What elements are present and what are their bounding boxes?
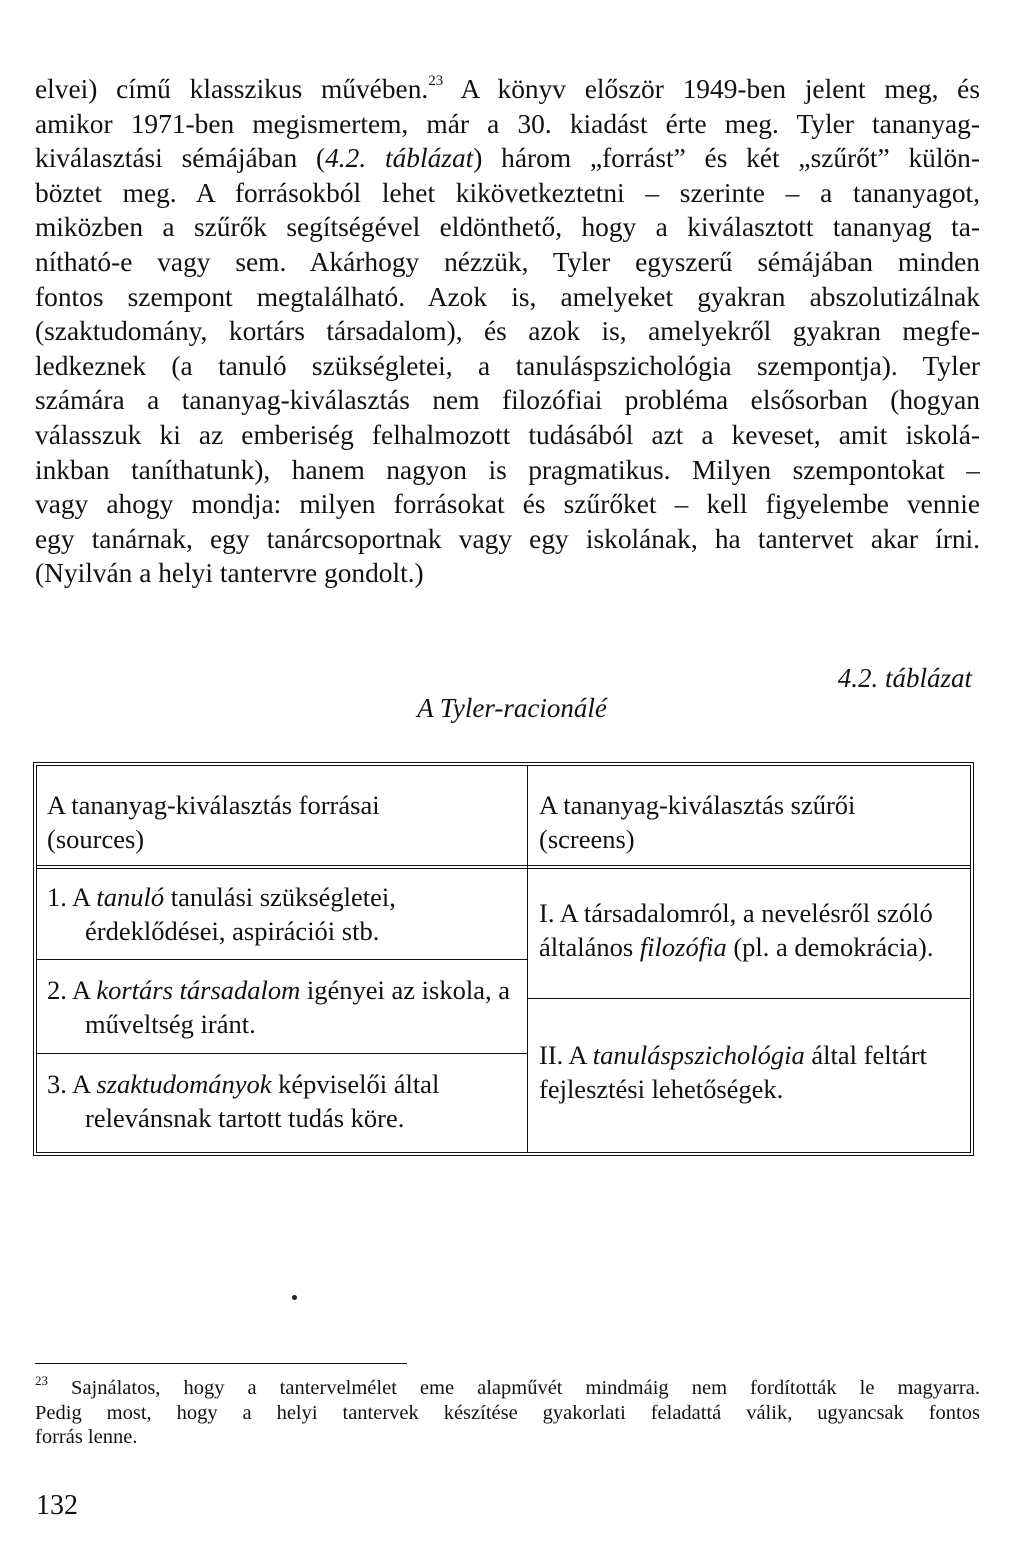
footnote bbox=[35, 1373, 980, 1450]
text-line: böztet meg. A forrásokból lehet kikövetkeztetni – szerinte – a tananyagot, bbox=[35, 177, 980, 208]
text-line: inkban taníthatunk), hanem nagyon is pragmatikus. Milyen szempontokat – bbox=[35, 454, 980, 485]
text-line: miközben a szűrők segítségével eldönthető, hogy a kiválasztott tananyag ta- bbox=[35, 212, 980, 243]
row-divider bbox=[527, 998, 970, 999]
table-label: 4.2. táblázat bbox=[837, 663, 972, 693]
table-title: A Tyler-racionálé bbox=[417, 693, 607, 723]
text-line: elvei) című klasszikus művében.$^{23}$ A könyv először 1949-ben jelent meg, és bbox=[35, 73, 980, 104]
footnote-number: 23 bbox=[35, 1373, 48, 1388]
column-divider bbox=[527, 766, 528, 1152]
text-line: számára a tananyag-kiválasztás nem filozófiai probléma elsősorban (hogyan bbox=[35, 385, 980, 416]
text-line: nítható-e vagy sem. Akárhogy nézzük, Tyler egyszerű sémájában minden bbox=[35, 246, 980, 277]
source-row-2: 2. A kortárs társadalom igényei az iskola, a műveltség iránt. bbox=[47, 975, 510, 1039]
text-line: amikor 1971-ben megismertem, már a 30. kiadást érte meg. Tyler tananyag- bbox=[35, 108, 980, 139]
header-divider bbox=[37, 865, 970, 869]
source-row-3: 3. A szaktudományok képviselői által relevánsnak tartott tudás köre. bbox=[47, 1069, 440, 1133]
stray-dot bbox=[292, 1295, 297, 1300]
footnote-ref[interactable]: 23 bbox=[428, 73, 444, 89]
text-line: (szaktudomány, kortárs társadalom), és azok is, amelyekről gyakran megfe- bbox=[35, 316, 980, 347]
header-screens: A tananyag-kiválasztás szűrői (screens) bbox=[539, 790, 856, 854]
footnote-rule bbox=[35, 1363, 407, 1364]
footnote-line: $^{23}$ Sajnálatos, hogy a tantervelmélet eme alapművét mindmáig nem fordították le magyarra. bbox=[35, 1373, 980, 1399]
text-line: válasszuk ki az emberiség felhalmozott tudásából azt a keveset, amit iskolá- bbox=[35, 419, 980, 450]
footnote-line: Pedig most, hogy a helyi tantervek készítése gyakorlati feladattá válik, ugyancsak fontos bbox=[35, 1401, 980, 1424]
page-number: 132 bbox=[36, 1490, 78, 1521]
footnote-line: forrás lenne. bbox=[35, 1426, 138, 1448]
text-line: fontos szempont megtalálható. Azok is, amelyeket gyakran abszolutizálnak bbox=[35, 281, 980, 312]
body-paragraph bbox=[35, 72, 980, 591]
row-divider bbox=[37, 1053, 527, 1054]
text-line: vagy ahogy mondja: milyen forrásokat és szűrőket – kell figyelembe vennie bbox=[35, 489, 980, 520]
text-line: kiválasztási sémájában (4.2. táblázat) három „forrást” és két „szűrőt” külön- bbox=[35, 143, 980, 174]
table-reference: 4.2. táblázat bbox=[325, 143, 474, 174]
text-line: ledkeznek (a tanuló szükségletei, a tanuláspszichológia szempontja). Tyler bbox=[35, 350, 980, 381]
source-row-1: 1. A tanuló tanulási szükségletei, érdeklődései, aspirációi stb. bbox=[47, 882, 396, 946]
screen-row-1: I. A társadalomról, a nevelésről szóló általános filozófia (pl. a demokrácia). bbox=[539, 898, 934, 962]
text-line: egy tanárnak, egy tanárcsoportnak vagy egy iskolának, ha tantervet akar írni. bbox=[35, 523, 980, 554]
screen-row-2: II. A tanuláspszichológia által feltárt fejlesztési lehetőségek. bbox=[539, 1040, 927, 1104]
row-divider bbox=[37, 959, 527, 960]
header-sources: A tananyag-kiválasztás forrásai (sources) bbox=[47, 790, 380, 854]
tyler-table bbox=[33, 762, 974, 1156]
text-line: (Nyilván a helyi tantervre gondolt.) bbox=[35, 558, 424, 589]
